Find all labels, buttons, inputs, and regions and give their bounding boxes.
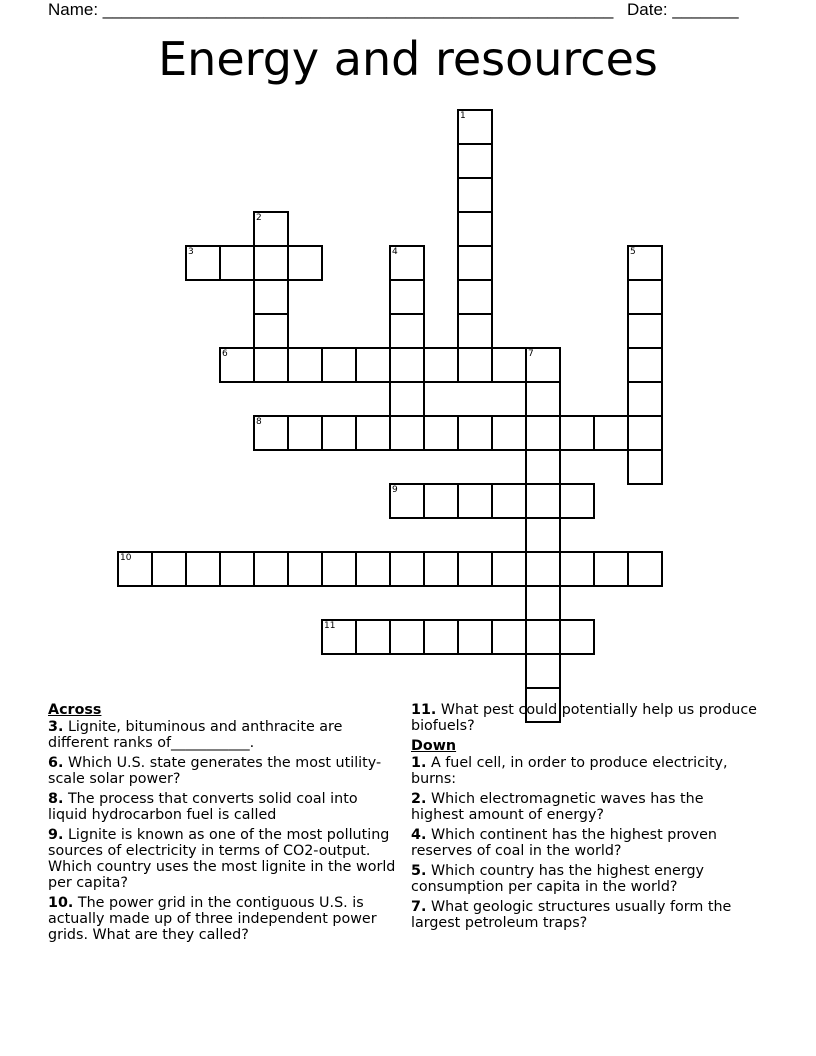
grid-cell[interactable] bbox=[525, 551, 561, 587]
grid-cell[interactable] bbox=[389, 483, 425, 519]
grid-cell[interactable] bbox=[423, 347, 459, 383]
grid-cell[interactable] bbox=[219, 551, 255, 587]
grid-cell[interactable] bbox=[525, 483, 561, 519]
grid-cell[interactable] bbox=[593, 415, 629, 451]
clue-number-label: 7 bbox=[528, 349, 534, 359]
grid-cell[interactable] bbox=[627, 313, 663, 349]
grid-cell[interactable] bbox=[355, 619, 391, 655]
grid-cell[interactable] bbox=[321, 551, 357, 587]
grid-cell[interactable] bbox=[525, 381, 561, 417]
clue-number-label: 6 bbox=[222, 349, 228, 359]
clue-down-7: 7. What geologic structures usually form the largest petroleum traps? bbox=[411, 899, 732, 931]
grid-cell[interactable] bbox=[355, 551, 391, 587]
grid-cell[interactable] bbox=[627, 449, 663, 485]
grid-cell[interactable] bbox=[491, 415, 527, 451]
clue-across-11: 11. What pest could potentially help us produce biofuels? bbox=[411, 702, 757, 734]
clue-number-label: 8 bbox=[256, 417, 262, 427]
clue-number-label: 11 bbox=[324, 621, 336, 631]
grid-cell[interactable] bbox=[389, 381, 425, 417]
grid-cell[interactable] bbox=[627, 415, 663, 451]
grid-cell[interactable] bbox=[627, 551, 663, 587]
grid-cell[interactable] bbox=[525, 517, 561, 553]
grid-cell[interactable] bbox=[559, 619, 595, 655]
grid-cell[interactable] bbox=[253, 313, 289, 349]
grid-cell[interactable] bbox=[253, 415, 289, 451]
page-title: Energy and resources bbox=[158, 32, 658, 86]
grid-cell[interactable] bbox=[491, 483, 527, 519]
grid-cell[interactable] bbox=[627, 347, 663, 383]
grid-cell[interactable] bbox=[287, 347, 323, 383]
grid-cell[interactable] bbox=[287, 415, 323, 451]
clue-number-label: 9 bbox=[392, 485, 398, 495]
grid-cell[interactable] bbox=[287, 245, 323, 281]
grid-cell[interactable] bbox=[423, 551, 459, 587]
grid-cell[interactable] bbox=[389, 313, 425, 349]
grid-cell[interactable] bbox=[491, 551, 527, 587]
grid-cell[interactable] bbox=[423, 415, 459, 451]
grid-cell[interactable] bbox=[627, 279, 663, 315]
grid-cell[interactable] bbox=[457, 551, 493, 587]
grid-cell[interactable] bbox=[627, 245, 663, 281]
grid-cell[interactable] bbox=[287, 551, 323, 587]
clue-number-label: 5 bbox=[630, 247, 636, 257]
grid-cell[interactable] bbox=[185, 245, 221, 281]
grid-cell[interactable] bbox=[457, 415, 493, 451]
clue-across-6: 6. Which U.S. state generates the most utility-scale solar power? bbox=[48, 755, 382, 787]
across-heading: Across bbox=[48, 702, 102, 718]
clue-number-label: 3 bbox=[188, 247, 194, 257]
date-field[interactable]: Date: _______ bbox=[627, 0, 739, 19]
grid-cell[interactable] bbox=[423, 619, 459, 655]
clue-number-label: 2 bbox=[256, 213, 262, 223]
grid-cell[interactable] bbox=[457, 211, 493, 247]
grid-cell[interactable] bbox=[355, 347, 391, 383]
grid-cell[interactable] bbox=[423, 483, 459, 519]
grid-cell[interactable] bbox=[457, 483, 493, 519]
grid-cell[interactable] bbox=[219, 245, 255, 281]
clue-across-8: 8. The process that converts solid coal into liquid hydrocarbon fuel is called bbox=[48, 791, 358, 823]
grid-cell[interactable] bbox=[457, 177, 493, 213]
grid-cell[interactable] bbox=[253, 279, 289, 315]
grid-cell[interactable] bbox=[457, 109, 493, 145]
grid-cell[interactable] bbox=[253, 211, 289, 247]
clue-number-label: 4 bbox=[392, 247, 398, 257]
grid-cell[interactable] bbox=[355, 415, 391, 451]
clue-across-10: 10. The power grid in the contiguous U.S. is actually made up of three independent power grids. What are they called? bbox=[48, 895, 377, 943]
grid-cell[interactable] bbox=[151, 551, 187, 587]
grid-cell[interactable] bbox=[389, 415, 425, 451]
grid-cell[interactable] bbox=[491, 347, 527, 383]
clues-right-column bbox=[411, 702, 761, 935]
grid-cell[interactable] bbox=[525, 415, 561, 451]
grid-cell[interactable] bbox=[185, 551, 221, 587]
grid-cell[interactable] bbox=[559, 415, 595, 451]
clue-across-3: 3. Lignite, bituminous and anthracite are different ranks of___________. bbox=[48, 719, 343, 751]
grid-cell[interactable] bbox=[389, 245, 425, 281]
grid-cell[interactable] bbox=[457, 619, 493, 655]
grid-cell[interactable] bbox=[321, 347, 357, 383]
clue-across-9: 9. Lignite is known as one of the most polluting sources of electricity in terms of CO2-output. Which country uses the most lignite in the world per capita? bbox=[48, 827, 396, 891]
grid-cell[interactable] bbox=[253, 551, 289, 587]
clue-down-2: 2. Which electromagnetic waves has the highest amount of energy? bbox=[411, 791, 704, 823]
grid-cell[interactable] bbox=[593, 551, 629, 587]
grid-cell[interactable] bbox=[559, 483, 595, 519]
grid-cell[interactable] bbox=[525, 585, 561, 621]
grid-cell[interactable] bbox=[525, 653, 561, 689]
grid-cell[interactable] bbox=[117, 551, 153, 587]
grid-cell[interactable] bbox=[457, 143, 493, 179]
grid-cell[interactable] bbox=[389, 551, 425, 587]
clue-number-label: 1 bbox=[460, 111, 466, 121]
grid-cell[interactable] bbox=[627, 381, 663, 417]
grid-cell[interactable] bbox=[491, 619, 527, 655]
clues-left-column bbox=[48, 702, 400, 947]
grid-cell[interactable] bbox=[219, 347, 255, 383]
grid-cell[interactable] bbox=[321, 415, 357, 451]
clue-number-label: 10 bbox=[120, 553, 132, 563]
grid-cell[interactable] bbox=[525, 449, 561, 485]
grid-cell[interactable] bbox=[253, 347, 289, 383]
down-heading: Down bbox=[411, 738, 457, 754]
clue-down-1: 1. A fuel cell, in order to produce electricity, burns: bbox=[411, 755, 728, 787]
clue-down-5: 5. Which country has the highest energy consumption per capita in the world? bbox=[411, 863, 704, 895]
grid-cell[interactable] bbox=[525, 619, 561, 655]
grid-cell[interactable] bbox=[457, 279, 493, 315]
grid-cell[interactable] bbox=[457, 313, 493, 349]
grid-cell[interactable] bbox=[389, 347, 425, 383]
grid-cell[interactable] bbox=[321, 619, 357, 655]
name-field[interactable]: Name: ______________________________________________________ bbox=[48, 0, 614, 19]
grid-cell[interactable] bbox=[389, 619, 425, 655]
grid-cell[interactable] bbox=[457, 347, 493, 383]
grid-cell[interactable] bbox=[389, 279, 425, 315]
grid-cell[interactable] bbox=[525, 347, 561, 383]
grid-cell[interactable] bbox=[457, 245, 493, 281]
clue-down-4: 4. Which continent has the highest proven reserves of coal in the world? bbox=[411, 827, 717, 859]
grid-cell[interactable] bbox=[253, 245, 289, 281]
grid-cell[interactable] bbox=[559, 551, 595, 587]
